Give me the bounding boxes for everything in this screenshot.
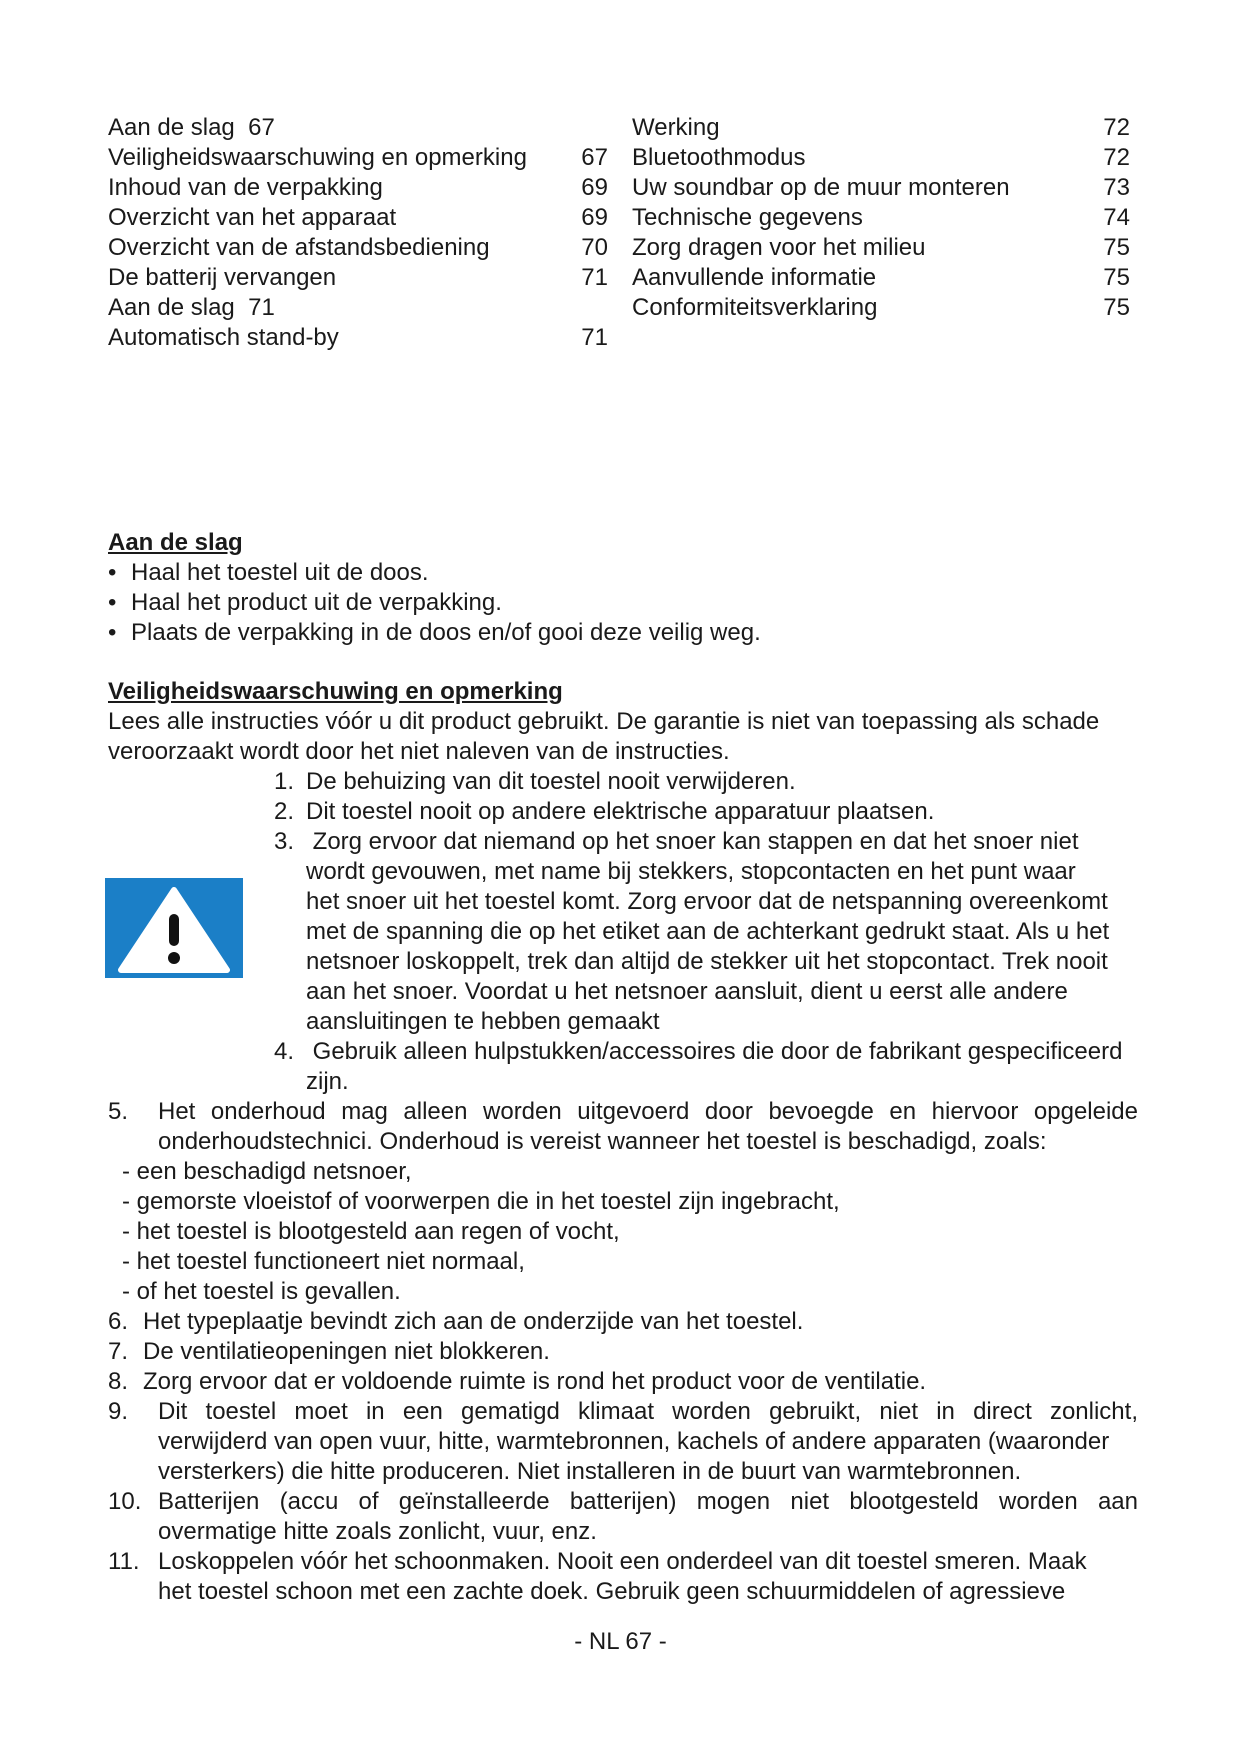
bullet-icon: • <box>108 589 117 616</box>
toc-entry[interactable] <box>108 323 608 353</box>
toc-left-column <box>108 113 608 353</box>
paragraph-line: veroorzaakt wordt door het niet naleven van de instructies. <box>108 738 730 765</box>
toc-entry-page: 71 <box>581 264 608 291</box>
list-subitem: - het toestel is blootgesteld aan regen of vocht, <box>122 1218 620 1245</box>
toc-entry-title: Automatisch stand-by <box>108 324 339 351</box>
section-heading: Veiligheidswaarschuwing en opmerking <box>108 678 563 705</box>
getting-started-section <box>108 528 1138 648</box>
safety-list <box>108 1097 1138 1607</box>
list-item: 10. Batterijen (accu of geïnstalleerde batterijen) mogen niet blootgesteld worden aan <box>108 1488 1138 1515</box>
list-item-continuation: aan het snoer. Voordat u het netsnoer aansluit, dient u eerst alle andere <box>306 978 1068 1005</box>
toc-entry[interactable] <box>632 143 1130 173</box>
list-item: 4. Gebruik alleen hulpstukken/accessoires die door de fabrikant gespecificeerd <box>274 1038 1123 1065</box>
toc-entry[interactable] <box>108 113 608 143</box>
toc-entry-title: Aanvullende informatie <box>632 264 877 291</box>
toc-entry[interactable] <box>108 263 608 293</box>
list-subitem: - of het toestel is gevallen. <box>122 1278 401 1305</box>
list-item: 2. Dit toestel nooit op andere elektrische apparatuur plaatsen. <box>274 798 935 825</box>
toc-entry-page: 75 <box>1103 234 1130 261</box>
toc-entry-page: 69 <box>581 174 608 201</box>
toc-entry[interactable] <box>108 203 608 233</box>
bullet-icon: • <box>108 619 117 646</box>
toc-entry-title: Aan de slag 67 <box>108 114 275 141</box>
list-item-continuation: met de spanning die op het etiket aan de achterkant gedrukt staat. Als u het <box>306 918 1110 945</box>
list-item-continuation: onderhoudstechnici. Onderhoud is vereist wanneer het toestel is beschadigd, zoals: <box>158 1128 1047 1155</box>
paragraph-line: Lees alle instructies vóór u dit product gebruikt. De garantie is niet van toepassing als schade <box>108 708 1100 735</box>
toc-entry-page: 72 <box>1103 114 1130 141</box>
toc-entry-page: 75 <box>1103 264 1130 291</box>
toc-entry-page: 74 <box>1103 204 1130 231</box>
toc-entry-title: Aan de slag 71 <box>108 294 275 321</box>
toc-entry[interactable] <box>632 263 1130 293</box>
toc-entry-title: Overzicht van het apparaat <box>108 204 397 231</box>
toc-entry-page: 71 <box>581 324 608 351</box>
list-item: • Haal het toestel uit de doos. <box>108 559 429 586</box>
safety-list-indented <box>274 767 1154 1097</box>
list-item-continuation: aansluitingen te hebben gemaakt <box>306 1008 660 1035</box>
toc-entry-title: Zorg dragen voor het milieu <box>632 234 926 261</box>
warning-icon <box>105 878 243 978</box>
list-item: 11. Loskoppelen vóór het schoonmaken. Nooit een onderdeel van dit toestel smeren. Maak <box>108 1548 1087 1575</box>
toc-entry[interactable] <box>108 233 608 263</box>
list-subitem: - gemorste vloeistof of voorwerpen die in het toestel zijn ingebracht, <box>122 1188 840 1215</box>
bullet-icon: • <box>108 559 117 586</box>
list-item: • Plaats de verpakking in de doos en/of gooi deze veilig weg. <box>108 619 761 646</box>
list-item: 7. De ventilatieopeningen niet blokkeren. <box>108 1338 550 1365</box>
toc-entry-title: Conformiteitsverklaring <box>632 294 878 321</box>
list-subitem: - een beschadigd netsnoer, <box>122 1158 412 1185</box>
section-heading: Aan de slag <box>108 529 243 556</box>
page-number: - NL 67 - <box>574 1628 667 1655</box>
toc-entry-page: 72 <box>1103 144 1130 171</box>
list-item-continuation: het snoer uit het toestel komt. Zorg ervoor dat de netspanning overeenkomt <box>306 888 1108 915</box>
toc-entry-title: Uw soundbar op de muur monteren <box>632 174 1010 201</box>
toc-entry-title: De batterij vervangen <box>108 264 337 291</box>
toc-entry-title: Veiligheidswaarschuwing en opmerking <box>108 144 527 171</box>
list-item-continuation: netsnoer loskoppelt, trek dan altijd de stekker uit het stopcontact. Trek nooit <box>306 948 1108 975</box>
toc-entry-page: 73 <box>1103 174 1130 201</box>
toc-entry[interactable] <box>632 173 1130 203</box>
toc-entry-page: 67 <box>581 144 608 171</box>
list-item-continuation: verwijderd van open vuur, hitte, warmtebronnen, kachels of andere apparaten (waaronder <box>158 1428 1110 1455</box>
toc-entry-title: Technische gegevens <box>632 204 863 231</box>
list-item: • Haal het product uit de verpakking. <box>108 589 502 616</box>
list-item-continuation: wordt gevouwen, met name bij stekkers, stopcontacten en het punt waar <box>306 858 1076 885</box>
list-item: 1. De behuizing van dit toestel nooit verwijderen. <box>274 768 796 795</box>
toc-entry[interactable] <box>632 233 1130 263</box>
toc-entry-page: 75 <box>1103 294 1130 321</box>
list-item-continuation: het toestel schoon met een zachte doek. Gebruik geen schuurmiddelen of agressieve <box>158 1578 1066 1605</box>
list-item: 8. Zorg ervoor dat er voldoende ruimte is rond het product voor de ventilatie. <box>108 1368 927 1395</box>
list-item: 5. Het onderhoud mag alleen worden uitgevoerd door bevoegde en hiervoor opgeleide <box>108 1098 1138 1125</box>
toc-entry[interactable] <box>108 293 608 323</box>
list-item-continuation: versterkers) die hitte produceren. Niet installeren in de buurt van warmtebronnen. <box>158 1458 1022 1485</box>
toc-entry[interactable] <box>632 203 1130 233</box>
list-item: 9. Dit toestel moet in een gematigd klimaat worden gebruikt, niet in direct zonlicht, <box>108 1398 1138 1425</box>
toc-entry-title: Overzicht van de afstandsbediening <box>108 234 490 261</box>
safety-section <box>108 677 1138 767</box>
list-item-continuation: zijn. <box>306 1068 349 1095</box>
toc-entry-title: Inhoud van de verpakking <box>108 174 383 201</box>
toc-entry-title: Bluetoothmodus <box>632 144 806 171</box>
toc-entry-page: 69 <box>581 204 608 231</box>
list-item-continuation: overmatige hitte zoals zonlicht, vuur, enz. <box>158 1518 597 1545</box>
toc-entry[interactable] <box>108 173 608 203</box>
toc-right-column <box>632 113 1130 323</box>
toc-entry-title: Werking <box>632 114 720 141</box>
toc-entry[interactable] <box>632 293 1130 323</box>
list-item: 6. Het typeplaatje bevindt zich aan de onderzijde van het toestel. <box>108 1308 804 1335</box>
list-subitem: - het toestel functioneert niet normaal, <box>122 1248 525 1275</box>
toc-entry-page: 70 <box>581 234 608 261</box>
toc-entry[interactable] <box>632 113 1130 143</box>
toc-entry[interactable] <box>108 143 608 173</box>
list-item: 3. Zorg ervoor dat niemand op het snoer kan stappen en dat het snoer niet <box>274 828 1079 855</box>
